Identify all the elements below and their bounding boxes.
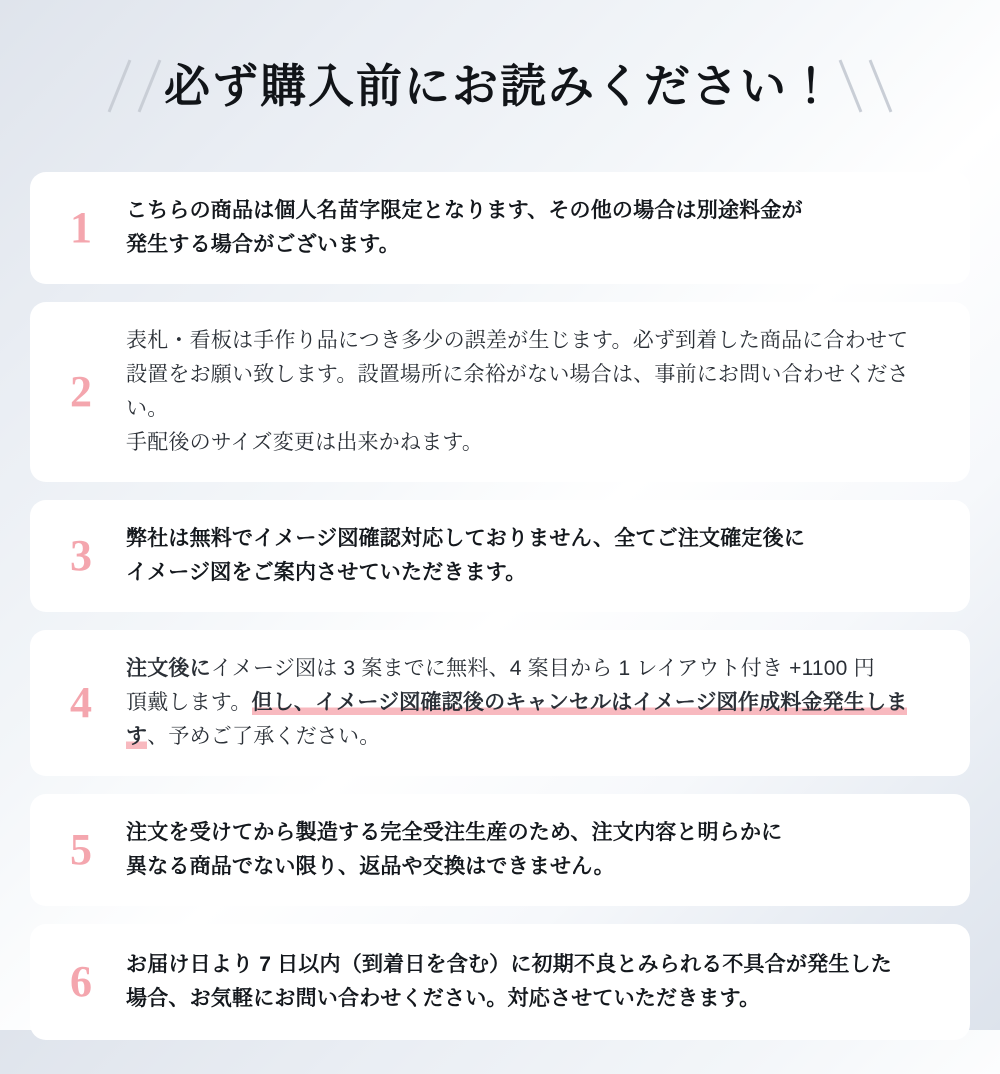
notice-item (30, 172, 970, 284)
notice-number: 5 (70, 825, 92, 875)
notice-item (30, 924, 970, 1040)
notice-line: お届け日より 7 日以内（到着日を含む）に初期不良とみられる不具合が発生した (126, 953, 892, 977)
notice-line: 場合、お気軽にお問い合わせください。対応させていただきます。 (126, 987, 761, 1011)
page-title: 必ず購入前にお読みください！ (164, 60, 836, 112)
notice-item (30, 302, 970, 482)
slash-decoration-icon (869, 59, 893, 112)
slash-decoration-icon (138, 59, 162, 112)
notice-number: 2 (70, 367, 92, 417)
footer-spacer (30, 1040, 970, 1074)
notice-number: 3 (70, 531, 92, 581)
notice-text (126, 522, 805, 590)
notice-item (30, 630, 970, 776)
notice-segment: 注文後に (126, 657, 211, 681)
slash-decoration-icon (839, 59, 863, 112)
notice-item (30, 500, 970, 612)
page-header (30, 0, 970, 172)
notice-line: 注文を受けてから製造する完全受注生産のため、注文内容と明らかに (126, 821, 783, 845)
notice-text (126, 948, 892, 1016)
slash-decoration-icon (108, 59, 132, 112)
notice-segment: イメージ図は 3 案までに無料、4 案目から 1 レイアウト付き +1100 円 (210, 657, 875, 681)
notice-text (126, 324, 936, 460)
notice-segment-highlighted: 但し、イメージ図確認後のキャンセルはイメージ図作成料金発生します (126, 691, 908, 749)
notice-segment: 頂戴します。 (126, 691, 252, 715)
notice-segment: 、予めご了承ください。 (147, 725, 381, 749)
notice-number: 4 (70, 678, 92, 728)
notice-line: 手配後のサイズ変更は出来かねます。 (126, 431, 484, 455)
notice-line: 発生する場合がございます。 (126, 233, 400, 257)
notice-line: 弊社は無料でイメージ図確認対応しておりません、全てご注文確定後に (126, 527, 806, 551)
notice-number: 1 (70, 203, 92, 253)
notice-line: 表札・看板は手作り品につき多少の誤差が生じます。必ず到着した商品に合わせて (126, 329, 909, 353)
notice-number: 6 (70, 957, 92, 1007)
notice-line: こちらの商品は個人名苗字限定となります、その他の場合は別途料金が (126, 199, 803, 222)
notice-line: 設置をお願い致します。設置場所に余裕がない場合は、事前にお問い合わせください。 (126, 363, 909, 421)
notice-text (126, 816, 782, 884)
notice-text (126, 652, 936, 754)
notice-text (126, 194, 803, 262)
notice-item (30, 794, 970, 906)
notice-line: 異なる商品でない限り、返品や交換はできません。 (126, 855, 615, 879)
notice-line: イメージ図をご案内させていただきます。 (126, 561, 527, 585)
notice-list (30, 172, 970, 1040)
